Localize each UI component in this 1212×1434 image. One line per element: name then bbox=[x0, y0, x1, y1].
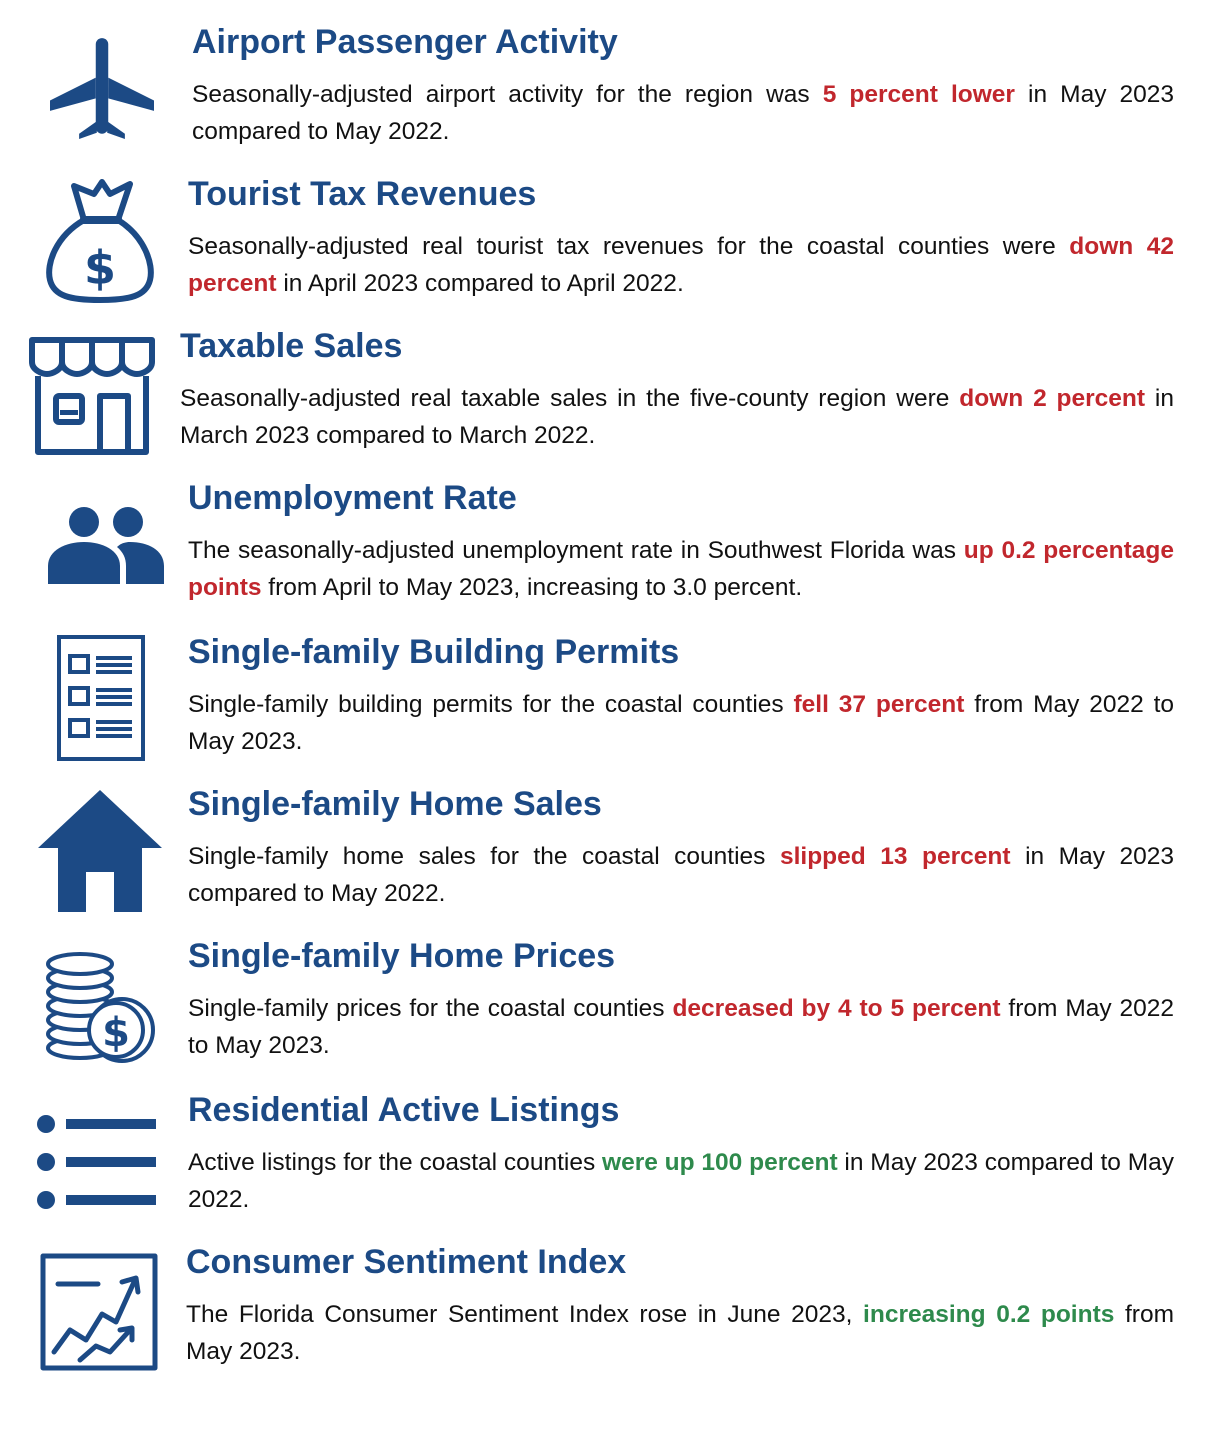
indicator-consumer-sentiment bbox=[0, 1242, 1212, 1392]
indicator-title: Tourist Tax Revenues bbox=[188, 175, 537, 213]
checklist-document-icon bbox=[56, 634, 146, 762]
trend-chart-icon bbox=[40, 1252, 158, 1372]
change-highlight: were up 100 percent bbox=[602, 1149, 838, 1176]
indicator-title: Airport Passenger Activity bbox=[192, 23, 618, 61]
indicator-title: Taxable Sales bbox=[180, 327, 403, 365]
storefront-icon bbox=[26, 334, 158, 456]
indicator-description: Active listings for the coastal counties were up 100 percent in May 2023 compared to May 2022. bbox=[188, 1149, 1174, 1213]
indicator-description: Seasonally-adjusted real taxable sales in the five-county region were down 2 percent in March 2023 compared to March 2022. bbox=[180, 385, 1174, 449]
indicator-title: Single-family Home Prices bbox=[188, 937, 616, 975]
indicator-title: Consumer Sentiment Index bbox=[186, 1243, 627, 1281]
indicator-description: The seasonally-adjusted unemployment rate in Southwest Florida was up 0.2 percentage points from April to May 2023, increasing to 3.0 percent. bbox=[188, 537, 1174, 601]
change-highlight: increasing 0.2 points bbox=[863, 1301, 1115, 1328]
indicator-tourist-tax-revenues bbox=[0, 174, 1212, 324]
change-highlight: down 2 percent bbox=[959, 385, 1146, 412]
indicator-unemployment-rate bbox=[0, 478, 1212, 628]
people-icon bbox=[46, 506, 166, 586]
change-highlight: slipped 13 percent bbox=[779, 843, 1011, 870]
indicator-home-sales bbox=[0, 784, 1212, 934]
bullet-list-icon bbox=[36, 1112, 158, 1212]
indicator-description: Single-family home sales for the coastal counties slipped 13 percent in May 2023 compared to May 2022. bbox=[188, 843, 1174, 907]
indicator-description: The Florida Consumer Sentiment Index rose in June 2023, increasing 0.2 points from May 2023. bbox=[186, 1301, 1174, 1365]
indicator-description: Single-family prices for the coastal counties decreased by 4 to 5 percent from May 2022 to May 2023. bbox=[188, 995, 1174, 1059]
indicator-title: Single-family Home Sales bbox=[188, 785, 602, 823]
indicator-title: Residential Active Listings bbox=[188, 1091, 620, 1129]
indicator-description: Single-family building permits for the coastal counties fell 37 percent from May 2022 to May 2023. bbox=[188, 691, 1175, 755]
money-bag-icon bbox=[44, 176, 156, 304]
change-highlight: decreased by 4 to 5 percent bbox=[672, 995, 1001, 1022]
indicator-active-listings bbox=[0, 1090, 1212, 1240]
indicator-building-permits bbox=[0, 632, 1212, 782]
indicator-airport-passenger-activity bbox=[0, 22, 1212, 172]
indicator-home-prices bbox=[0, 936, 1212, 1086]
indicator-title: Single-family Building Permits bbox=[188, 633, 680, 671]
indicator-description: Seasonally-adjusted real tourist tax revenues for the coastal counties were down 42 percent in April 2023 compared to April 2022. bbox=[188, 233, 1174, 297]
change-highlight: fell 37 percent bbox=[793, 691, 965, 718]
coin-stack-icon bbox=[42, 950, 160, 1068]
indicator-title: Unemployment Rate bbox=[188, 479, 517, 517]
svg-text:$: $ bbox=[102, 1010, 130, 1056]
airplane-icon bbox=[50, 36, 154, 140]
change-highlight: up 0.2 percentage points bbox=[188, 537, 1174, 601]
indicator-taxable-sales bbox=[0, 326, 1212, 476]
change-highlight: 5 percent lower bbox=[822, 81, 1015, 108]
svg-text:$: $ bbox=[83, 241, 117, 295]
indicator-description: Seasonally-adjusted airport activity for the region was 5 percent lower in May 2023 compared to May 2022. bbox=[192, 81, 1175, 145]
change-highlight: down 42 percent bbox=[188, 233, 1174, 297]
house-icon bbox=[38, 788, 162, 912]
